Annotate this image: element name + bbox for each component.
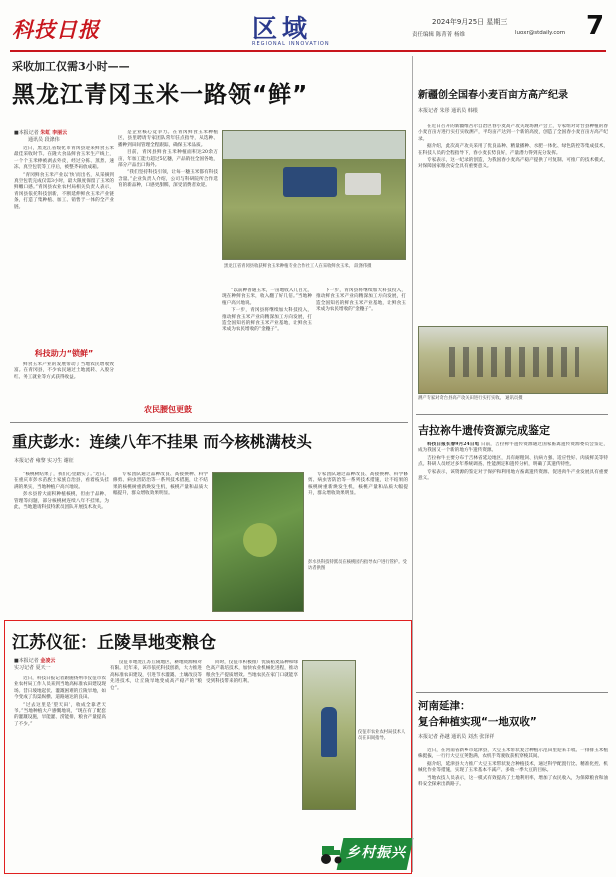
people-group-shape xyxy=(449,347,579,377)
masthead xyxy=(0,0,616,50)
lead-subhead-1: 科技助力“锁鲜” xyxy=(34,349,94,358)
page-number: 7 xyxy=(586,11,605,41)
chongqing-col-2: 专家团队通过品种改良、高接换种、科学修剪、病虫害防治等一系列技术措施，让不结果的核桃树重新焕发生机，核桃产量和品质大幅提升，群众增收效果明显。 xyxy=(113,472,208,497)
rural-banner-text: 乡村振兴 xyxy=(346,845,406,861)
chongqing-col-3: 专家团队通过品种改良、高接换种、科学修剪、病虫害防治等一系列技术措施，让不结果的核桃树重新焕发生机，核桃产量和品质大幅提升，群众增收效果明显。 xyxy=(308,472,408,497)
xinjiang-photo-caption: 测产专家对奇台县高产攻关田进行实打实收。 通讯员摄 xyxy=(418,396,523,401)
truck-shape xyxy=(345,173,381,195)
lead-col-1: 近日，黑龙江省绥化市青冈县迎来鲜食玉米最佳采收时节。在隆大食品鲜食玉米生产线上，一个个玉米棒被剥去外皮，经过分拣、蒸煮、速冻、真空包装等工序后，被整齐码放成箱。 “青冈鲜食玉米产业以‘快’而出名，从采摘到真空包装完成仅需3小时，最大限度保留了玉米的鲜嫩口感。”青冈县农业农村局相关负责人表示，青冈县依托科技创新，不断延伸鲜食玉米产业链条，打造了集种植、加工、销售于一体的全产业链。 xyxy=(14,146,114,210)
chongqing-byline: 本报记者 雍黎 实习生 谢征 xyxy=(14,458,74,464)
xinjiang-byline: 本报记者 朱彤 通讯员 韩根 xyxy=(418,108,478,114)
lead-col-1b: 鲜食玉米产业的发展带动了当地农民增收致富。在青冈县，不少农民通过土地流转、入股分红、务工就业等方式获得收益。 xyxy=(14,362,114,380)
lead-col-2: 是企业核心竞争力。在青冈鲜食玉米种植区，县里聘请专家团队常年驻点指导，从选种、播种到田间管理全程跟踪，确保玉米品质。 目前，青冈县鲜食玉米种植面积达20余万亩，年加工能力超过5亿穗，产品销往全国各地，部分产品出口海外。 “我们坚持科技引领，让每一穗玉米都有科技含量。”企业负责人介绍，公司与科研院所合作选育的新品种，口感更甜糯，深受消费者欢迎。 xyxy=(118,130,218,189)
jilin-body: 科技日报长春9月24日电 日前，吉拉祢牛遗传资源通过国家畜禽遗传资源委员会鉴定，成为我国又一个新的地方牛遗传资源。 吉拉祢牛主要分布于吉林省延边地区，具有耐粗饲、抗病力强、适应性好、肉质鲜美等特点。科研人员经过多年系统调查、性能测定和遗传分析，明确了其遗传特性。 专家表示，该资源的鉴定对于保护和利用地方畜禽遗传资源、促进肉牛产业发展具有重要意义。 xyxy=(418,442,608,482)
chongqing-photo-caption: 彭水县科技特派员在核桃园内指导农户进行管护。受访者供图 xyxy=(308,560,407,571)
jiangsu-col-2: 仪征市地处江苏丘陵地区，耕地资源相对有限。近年来，该市依托科技创新，大力推进高标准农田建设，引进节水灌溉、土壤改良等先进技术，让丘陵旱地变成高产稳产的“粮仓”。 xyxy=(110,660,202,691)
jiangsu-col-1: 近日，科技日报记者跟随扬州市仪征市农业农村局工作人员来到当地高标准农田建设现场。昔日坡地起伏、灌溉困难的丘陵旱地，如今变成了沟渠纵横、道路通达的良田。 “过去这里是‘望天田’，收成全靠老天爷。”当地种植大户感慨地说，“现在有了配套的灌溉设施，旱能灌、涝能排，粮食产量提高了不少。” xyxy=(14,676,106,727)
jiangsu-col-3: 同时，仪征市积极推广优质稻麦品种和绿色高产栽培技术，加快农业机械化进程，推动粮食生产提质增效。当地农民在家门口就能享受到科技带来的红利。 xyxy=(206,660,298,685)
henan-headline-2: 复合种植实现“一地双收” xyxy=(418,716,537,728)
issue-date: 2024年9月25日 星期三 xyxy=(432,18,508,26)
lead-photo xyxy=(222,130,406,260)
walnut-cluster-shape xyxy=(243,523,277,557)
xinjiang-body: 在近日召开的新疆维吾尔自治区春小麦高产攻关现场测产会上，专家组对奇台县种植的春小麦百亩方进行实打实收测产，平均亩产达到一个新的高度，创造了全国春小麦百亩方高产纪录。 据介绍，此次高产攻关采用了优良品种、精量播种、水肥一体化、绿色防控等集成技术，在科技人员的全程指导下，春小麦长势良好，产量潜力得到充分发挥。 专家表示，这一纪录的创造，为我国春小麦高产稳产提供了可复制、可推广的技术模式，对保障国家粮食安全具有重要意义。 xyxy=(418,124,608,170)
lead-headline: 黑龙江青冈玉米一路领“鲜” xyxy=(12,82,309,108)
rule-right-1 xyxy=(416,414,608,415)
editor-line: 责任编辑 陈菁菁 杨维 xyxy=(412,32,465,38)
jiangsu-photo xyxy=(302,660,356,810)
henan-headline-1: 河南延津： xyxy=(418,700,471,712)
rule-right-2 xyxy=(416,692,608,693)
xinjiang-headline: 新疆创全国春小麦百亩方高产纪录 xyxy=(418,90,568,101)
jiangsu-byline: ■本报记者 金凌云 实习记者 夏天一 xyxy=(14,658,56,671)
henan-byline: 本报记者 孙越 通讯员 刘杰 张泽祥 xyxy=(418,734,495,740)
jiangsu-headline: 江苏仪征：丘陵旱地变粮仓 xyxy=(12,633,216,653)
henan-body: 近日，在河南省新乡市延津县，大豆玉米带状复合种植示范田里迎来丰收。一排排玉米植株挺拔，一行行大豆豆荚饱满，农机手驾驶收获机穿梭其间。 据介绍，延津县大力推广大豆玉米带状复合种植技术，通过科学配置行比、精准化控、机械化作业等措施，实现了玉米基本不减产、多收一季大豆的目标。 当地农技人员表示，这一模式有效提高了土地利用率，增加了农民收入，为保障粮食和油料安全探索出新路子。 xyxy=(418,748,608,788)
lead-byline: ■本报记者 朱虹 李丽云 通讯员 段涤伟 xyxy=(14,130,68,143)
lead-col-4: 下一步，青冈县将继续加大科技投入，推动鲜食玉米产业向精深加工方向发展，打造全国知名的鲜食玉米产业基地，让鲜食玉米成为农民增收的“金穗子”。 xyxy=(316,288,406,313)
lead-kicker: 采收加工仅需3小时—— xyxy=(12,60,130,73)
section-subtitle: REGIONAL INNOVATION xyxy=(252,41,330,47)
rule-mid xyxy=(10,422,408,423)
chongqing-col-1: “核桃树结果了，我们心里踏实了。”近日，在重庆市彭水苗族土家族自治县，看着枝头挂满的果实，当地种植户高兴地说。 彭水县曾大面积种植核桃，但由于品种、管理等问题，部分核桃树连续八年不挂果。为此，当地邀请科技特派员团队开展技术攻关。 xyxy=(14,472,109,511)
jiangsu-photo-caption: 仪征市农业农村局技术人员在田间指导。 xyxy=(358,730,406,741)
jilin-headline: 吉拉祢牛遗传资源完成鉴定 xyxy=(418,424,550,437)
chongqing-photo xyxy=(212,472,304,612)
lead-photo-caption: 黑龙江省青冈县收获鲜食玉米种植专业合作社工人在采收鲜食玉米。 段涤伟摄 xyxy=(224,264,372,269)
chongqing-headline: 重庆彭水：连续八年不挂果 而今核桃满枝头 xyxy=(12,433,312,451)
tractor-icon xyxy=(318,840,344,866)
xinjiang-photo xyxy=(418,326,608,394)
lead-col-3: “以前种普通玉米，一亩地收入几百元，现在种鲜食玉米，收入翻了好几倍。”当地种植户高兴地说。 下一步，青冈县将继续加大科技投入，推动鲜食玉米产业向精深加工方向发展，打造全国知名的鲜食玉米产业基地，让鲜食玉米成为农民增收的“金穗子”。 xyxy=(222,288,312,333)
masthead-rule xyxy=(10,50,606,52)
newspaper-logo: 科技日报 xyxy=(12,17,100,42)
vertical-divider xyxy=(412,56,413,872)
lead-subhead-2: 农民腰包更鼓 xyxy=(144,405,192,414)
editor-email: luoxr@stdaily.com xyxy=(515,30,566,36)
section-title: 区域 xyxy=(252,14,313,43)
harvester-shape xyxy=(283,167,337,197)
person-shape xyxy=(321,707,337,757)
